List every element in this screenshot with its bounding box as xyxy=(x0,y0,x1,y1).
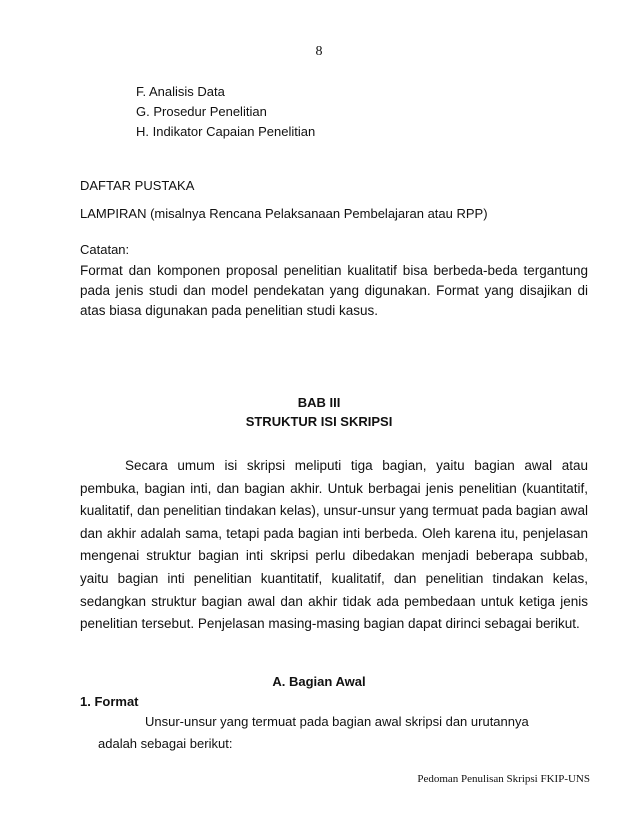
footer-text: Pedoman Penulisan Skripsi FKIP-UNS xyxy=(417,773,590,785)
page-number: 8 xyxy=(315,44,323,59)
chapter-title: STRUKTUR ISI SKRIPSI xyxy=(245,414,393,429)
catatan-text: Format dan komponen proposal penelitian kualitatif bisa berbeda-beda tergantung pada jenis studi dan model pendekatan yang digunakan. Format yang disajikan di atas biasa digunakan pada penelitian studi kasus. xyxy=(80,263,588,318)
section-heading: A. Bagian Awal xyxy=(272,674,366,689)
outline-item-g: G. Prosedur Penelitian xyxy=(136,104,267,119)
lampiran-heading: LAMPIRAN (misalnya Rencana Pelaksanaan Pembelajaran atau RPP) xyxy=(80,206,488,221)
daftar-pustaka-heading: DAFTAR PUSTAKA xyxy=(80,178,195,193)
intro-paragraph: Secara umum isi skripsi meliputi tiga bagian, yaitu bagian awal atau pembuka, bagian inti, dan bagian akhir. Untuk berbagai jenis penelitian (kuantitatif, kualitatif, dan penelitian tindakan kelas), unsur-unsur yang termuat pada bagian awal dan akhir adalah sama, tetapi pada bagian inti berbeda. Oleh karena itu, penjelasan mengenai struktur bagian inti skripsi perlu dibedakan menjadi beberapa subbab, yaitu bagian inti penelitian kuantitatif, kualitatif, dan penelitian tindakan kelas, sedangkan struktur bagian awal dan akhir tidak ada pembedaan untuk ketiga jenis penelitian tersebut. Penjelasan masing-masing bagian dapat dirinci sebagai berikut. xyxy=(80,458,588,632)
format-line-2: adalah sebagai berikut: xyxy=(98,736,233,751)
subsection-heading: 1. Format xyxy=(80,694,139,709)
format-line-1: Unsur-unsur yang termuat pada bagian awal skripsi dan urutannya xyxy=(145,714,529,729)
outline-item-f: F. Analisis Data xyxy=(136,84,225,99)
catatan-label: Catatan: xyxy=(80,242,130,257)
outline-item-h: H. Indikator Capaian Penelitian xyxy=(136,124,316,139)
chapter-number: BAB III xyxy=(297,395,341,410)
